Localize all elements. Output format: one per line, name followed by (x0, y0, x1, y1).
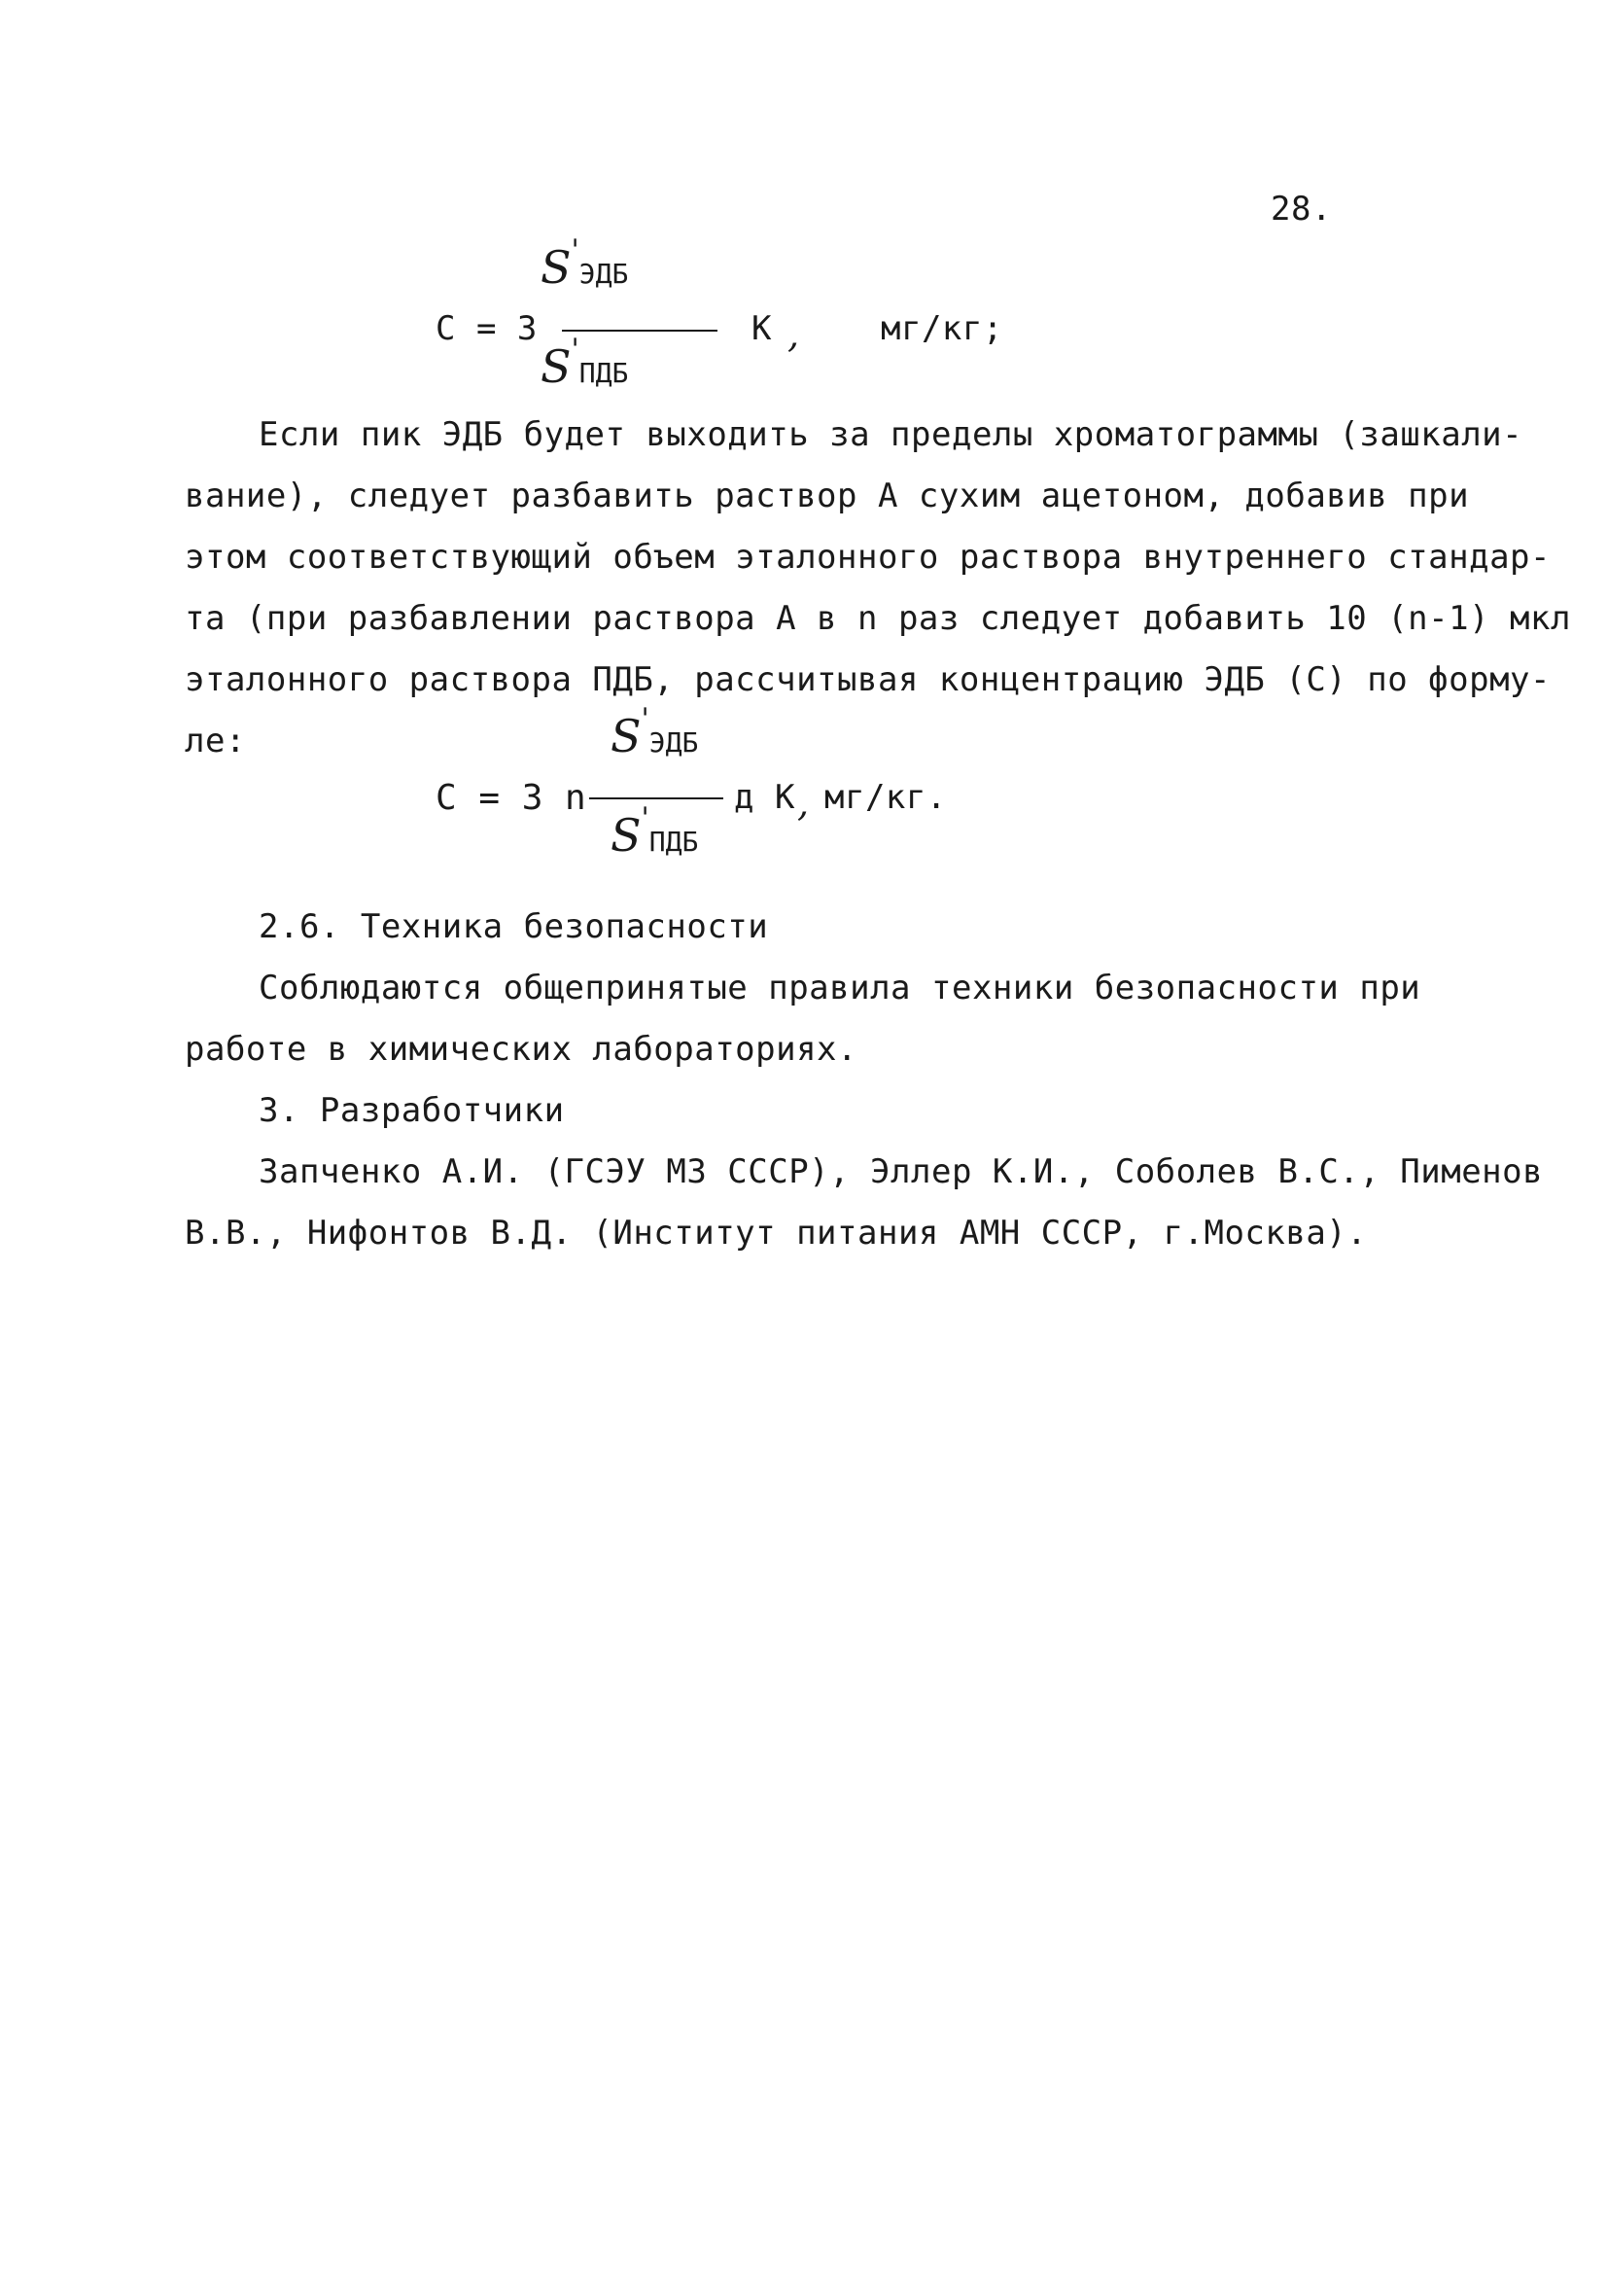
formula-2-fraction-bar (589, 797, 723, 799)
formula-1-denominator (541, 333, 628, 393)
paragraph-line: ле: (185, 722, 246, 760)
formula-2-num-prime: ' (641, 702, 649, 736)
page-number: 28. (1271, 190, 1332, 229)
paragraph-line: вание), следует разбавить раствор А сухим ацетоном, добавив при (185, 477, 1470, 515)
formula-2-den-sub: ПДБ (648, 826, 699, 858)
section-heading: 3. Разработчики (259, 1091, 565, 1130)
formula-1-den-symbol: S (541, 340, 572, 393)
formula-2-units: мг/кг. (824, 778, 947, 817)
formula-1-num-symbol: S (541, 241, 572, 294)
formula-1-den-sub: ПДБ (578, 357, 629, 389)
formula-1-k: К (751, 309, 772, 348)
formula-2-k: д К (734, 778, 795, 817)
paragraph-line: Запченко А.И. (ГСЭУ МЗ СССР), Эллер К.И., Соболев В.С., Пименов (259, 1152, 1544, 1191)
formula-1-lhs: C = 3 (436, 309, 538, 348)
formula-1-den-prime: ' (571, 333, 579, 367)
formula-2-num-sub: ЭДБ (648, 726, 699, 759)
formula-1-fraction-bar (562, 330, 717, 332)
section-heading: 2.6. Техника безопасности (259, 907, 769, 946)
formula-1-comma: , (787, 313, 800, 356)
formula-2-numerator (611, 702, 698, 762)
paragraph-line: работе в химических лабораториях. (185, 1030, 858, 1069)
paragraph-line: Если пик ЭДБ будет выходить за пределы хроматограммы (зашкали- (259, 415, 1523, 454)
formula-2-denominator (611, 801, 698, 862)
paragraph-line: Соблюдаются общепринятые правила техники безопасности при (259, 969, 1421, 1007)
paragraph-line: эталонного раствора ПДБ, рассчитывая концентрацию ЭДБ (С) по форму- (185, 660, 1551, 699)
formula-1-numerator (541, 233, 628, 294)
formula-2-comma: , (797, 782, 810, 825)
formula-2-den-prime: ' (641, 801, 649, 835)
formula-2-lhs: C = 3 n (436, 778, 587, 818)
formula-2-den-symbol: S (611, 809, 642, 862)
formula-1-units: мг/кг; (881, 309, 1003, 348)
paragraph-line: этом соответствующий объем эталонного раствора внутреннего стандар- (185, 538, 1551, 577)
paragraph-line: В.В., Нифонтов В.Д. (Институт питания АМН СССР, г.Москва). (185, 1214, 1368, 1253)
formula-1-num-sub: ЭДБ (578, 258, 629, 290)
formula-1-num-prime: ' (571, 233, 579, 267)
formula-2-num-symbol: S (611, 710, 642, 762)
paragraph-line: та (при разбавлении раствора А в n раз следует добавить 10 (n-1) мкл (185, 599, 1571, 638)
